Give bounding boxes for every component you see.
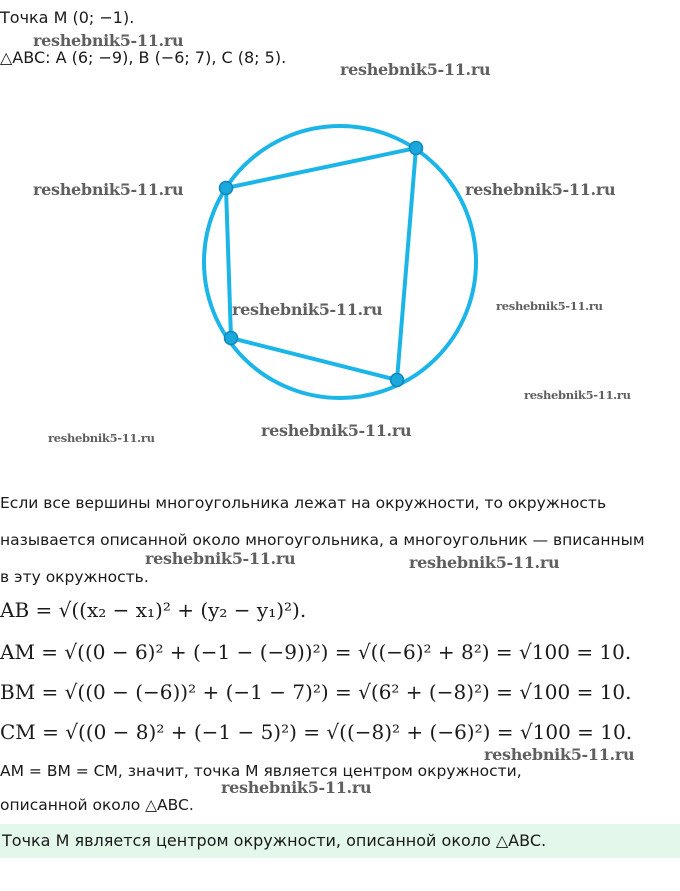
circumscribed-circle (204, 126, 476, 398)
definition-line-3: в эту окружность. (0, 568, 149, 586)
watermark: reshebnik5-11.ru (33, 180, 184, 199)
formula-cm: CM = √((0 − 8)² + (−1 − 5)²) = √((−8)² + (−6)²) = √100 = 10. (0, 720, 633, 744)
vertex-point (391, 374, 404, 387)
watermark: reshebnik5-11.ru (409, 553, 560, 572)
watermark: reshebnik5-11.ru (145, 549, 296, 568)
triangle-line: △ABC: A (6; −9), B (−6; 7), C (8; 5). (0, 48, 287, 67)
definition-line-1: Если все вершины многоугольника лежат на окружности, то окружность (0, 494, 607, 512)
vertex-point (225, 332, 238, 345)
formula-am: AM = √((0 − 6)² + (−1 − (−9))²) = √((−6)² + 8²) = √100 = 10. (0, 640, 632, 664)
watermark: reshebnik5-11.ru (232, 300, 383, 319)
answer-box (0, 824, 680, 858)
vertex-point (410, 142, 423, 155)
formula-bm: BM = √((0 − (−6))² + (−1 − 7)²) = √(6² + (−8)²) = √100 = 10. (0, 680, 632, 704)
formula-ab: AB = √((x₂ − x₁)² + (y₂ − y₁)²). (0, 598, 307, 622)
point-line: Точка M (0; −1). (0, 8, 135, 27)
watermark: reshebnik5-11.ru (33, 31, 184, 50)
conclusion-line-2: описанной около △ABC. (0, 796, 194, 814)
conclusion-line-1: AM = BM = CM, значит, точка M является центром окружности, (0, 762, 522, 780)
watermark: reshebnik5-11.ru (484, 745, 635, 764)
quadrilateral (226, 148, 416, 380)
definition-line-2: называется описанной около многоугольника, а многоугольник — вписанным (0, 531, 645, 549)
watermark: reshebnik5-11.ru (340, 60, 491, 79)
watermark: reshebnik5-11.ru (48, 431, 155, 445)
watermark: reshebnik5-11.ru (496, 299, 603, 313)
watermark: reshebnik5-11.ru (524, 388, 631, 402)
watermark: reshebnik5-11.ru (261, 421, 412, 440)
watermark: reshebnik5-11.ru (465, 180, 616, 199)
vertex-point (220, 182, 233, 195)
watermark: reshebnik5-11.ru (221, 778, 372, 797)
answer-text: Точка M является центром окружности, описанной около △ABC. (2, 831, 547, 850)
